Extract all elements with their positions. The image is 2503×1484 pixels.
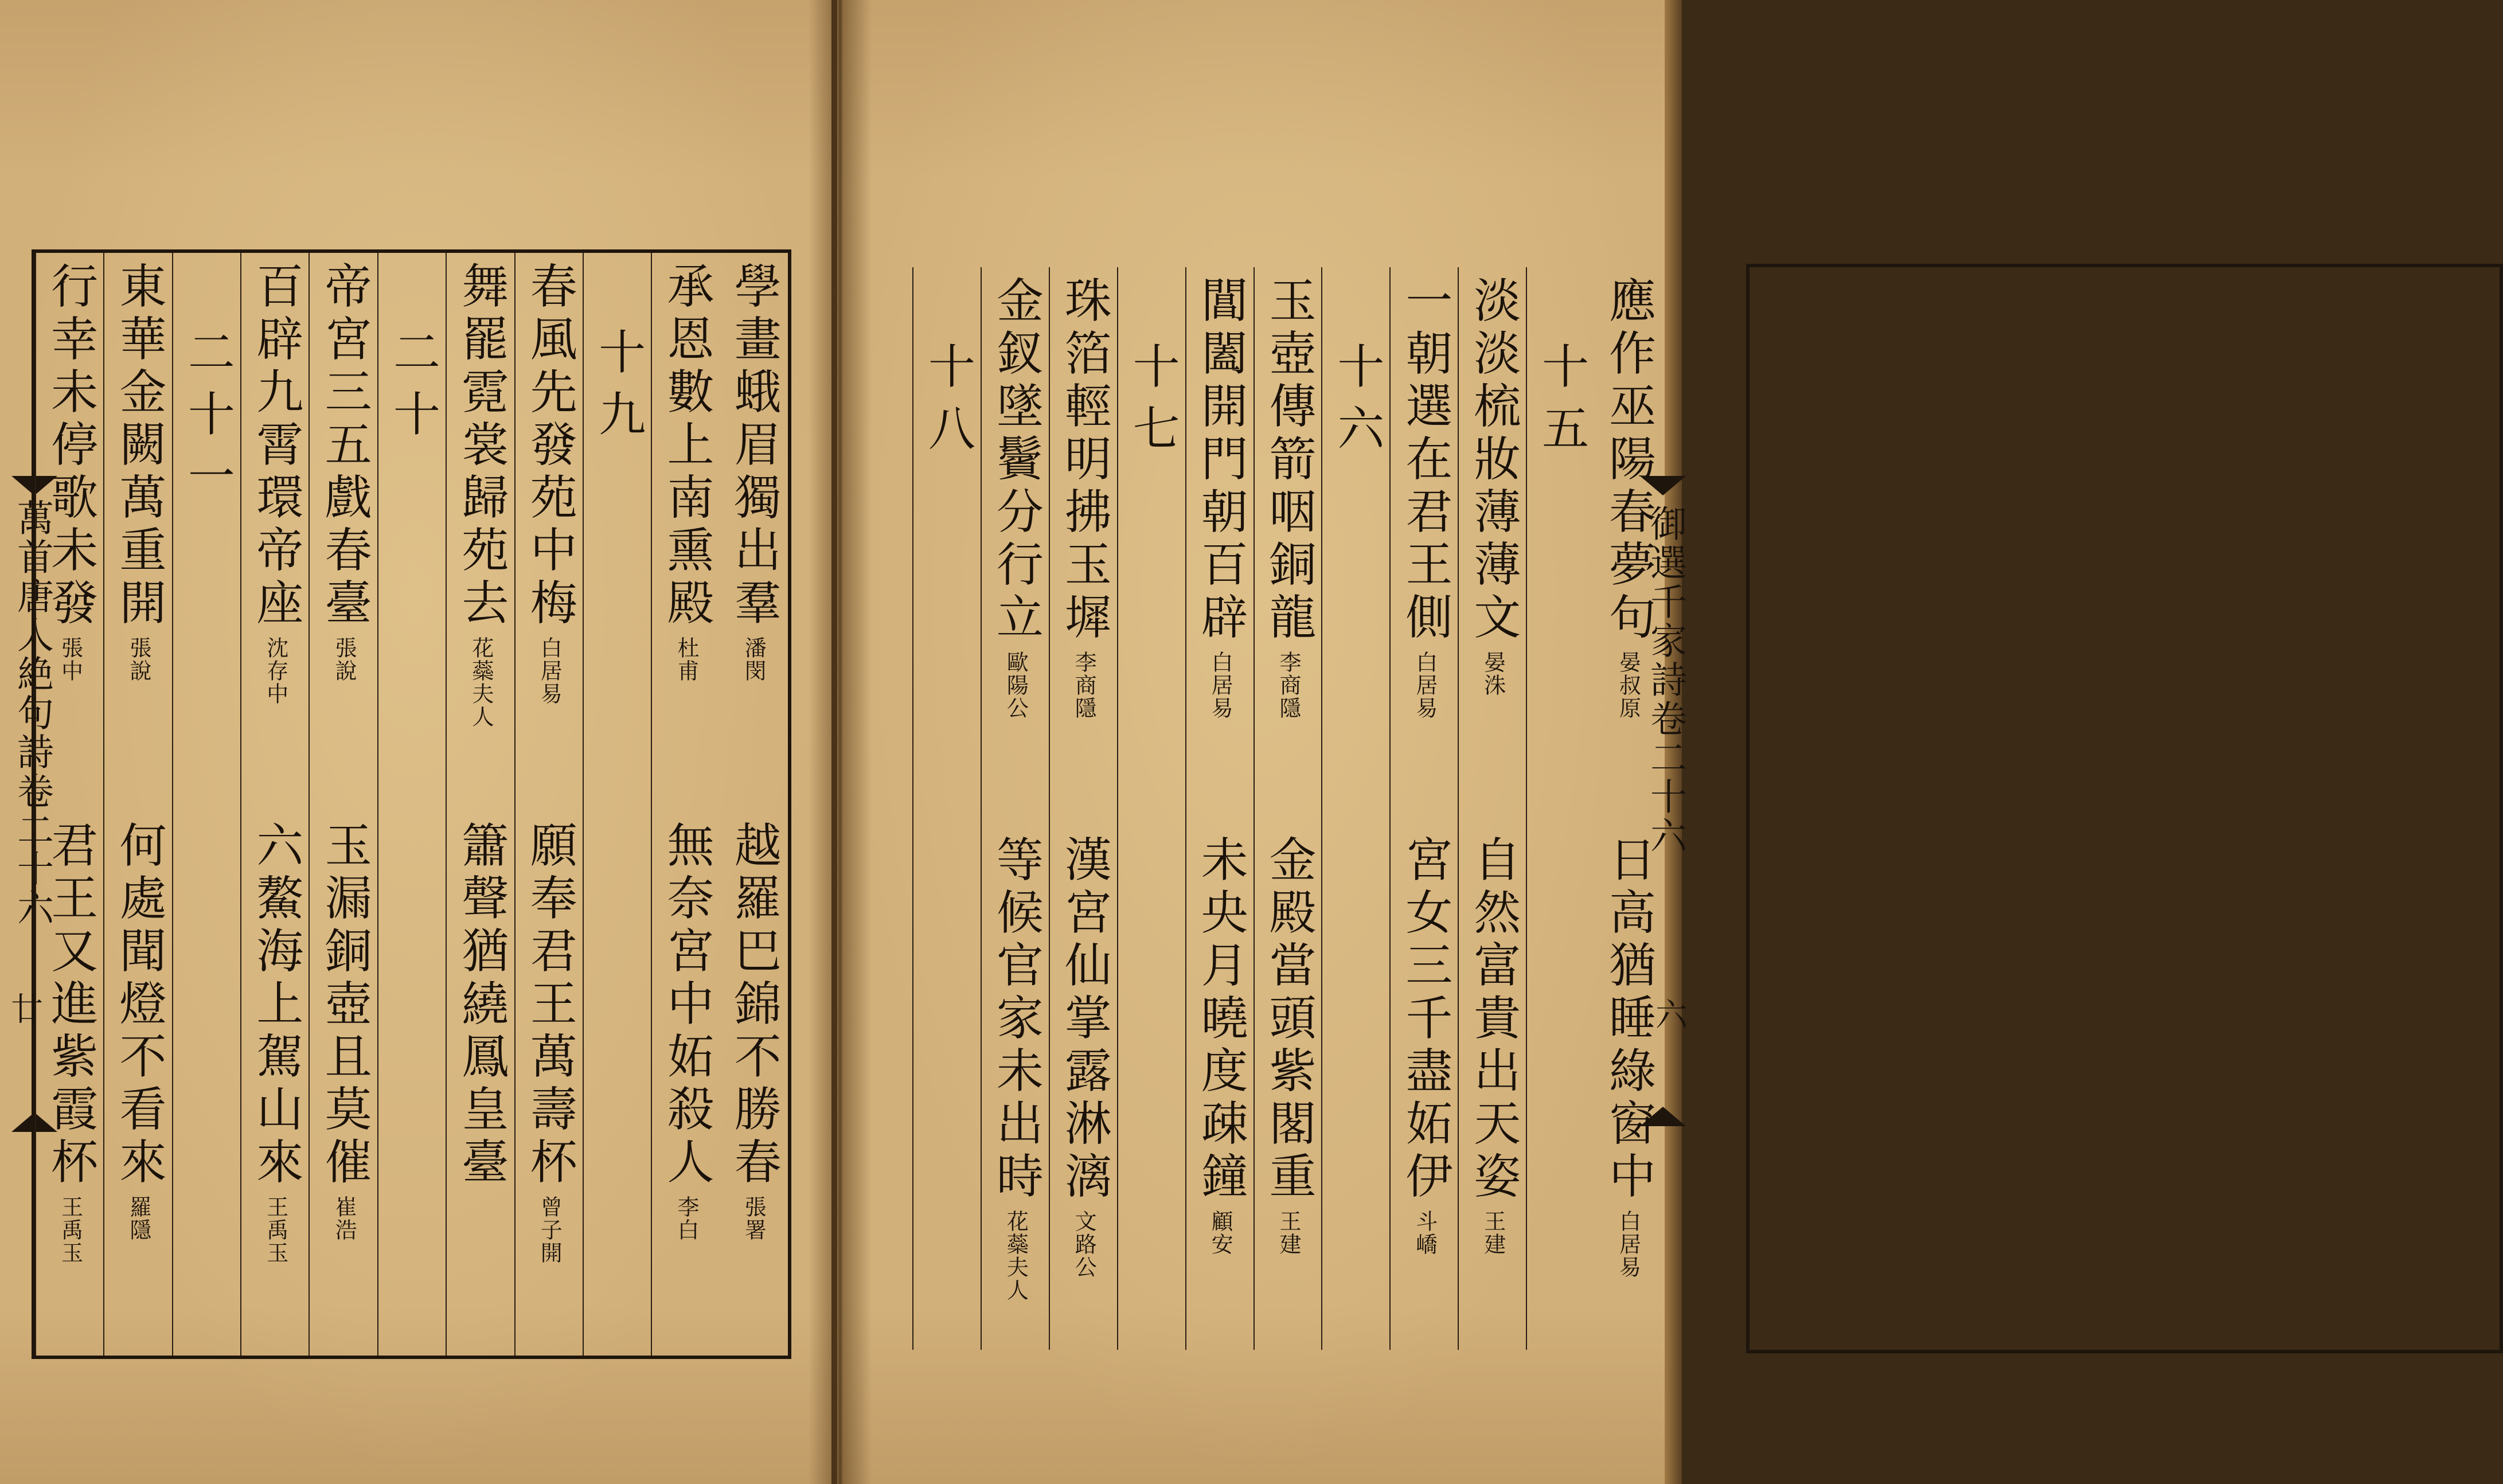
author-attribution: 文路公 <box>1071 1210 1097 1279</box>
lower-verse <box>247 821 304 1264</box>
verse-text: 願奉君王萬壽杯 <box>522 821 577 1190</box>
verse-text: 簫聲猶繞鳳皇臺 <box>454 821 509 1190</box>
verse-text: 東華金闕萬重開 <box>112 261 167 631</box>
text-column <box>446 253 514 1356</box>
upper-verse <box>452 261 510 728</box>
poem-number <box>178 327 236 513</box>
text-column <box>1185 267 1254 1350</box>
left-text-columns <box>35 253 788 1356</box>
verse-text: 何處聞燈不看來 <box>112 821 167 1190</box>
text-column <box>103 253 171 1356</box>
text-column <box>583 253 651 1356</box>
author-attribution: 王禹玉 <box>263 1196 288 1264</box>
author-attribution: 張中 <box>57 636 83 682</box>
verse-text: 日高猶睡綠窗中 <box>1601 835 1656 1204</box>
verse-text: 漢宮仙掌露淋漓 <box>1057 835 1112 1204</box>
verse-text: 閶闔開門朝百辟 <box>1193 276 1248 645</box>
author-attribution: 曾子開 <box>537 1196 563 1264</box>
verse-text: 應作巫陽春夢句 <box>1601 276 1656 645</box>
author-attribution: 羅隱 <box>126 1196 152 1241</box>
text-column <box>912 267 981 1350</box>
book-gutter <box>809 0 872 1484</box>
upper-verse <box>110 261 167 682</box>
poem-number-text: 二十 <box>385 327 440 451</box>
lower-verse <box>1396 835 1454 1256</box>
author-attribution: 歐陽公 <box>1003 651 1029 720</box>
text-column <box>981 267 1049 1350</box>
author-attribution: 崔浩 <box>331 1196 357 1241</box>
poem-number-text: 十八 <box>920 342 975 466</box>
right-margin-title: 御選千家詩卷二十六 <box>1644 505 1686 856</box>
author-attribution: 晏洙 <box>1480 651 1506 697</box>
upper-verse <box>521 261 578 705</box>
lower-verse <box>725 821 782 1241</box>
text-column <box>35 253 103 1356</box>
poem-number <box>589 327 647 451</box>
author-attribution: 潘閔 <box>741 636 767 682</box>
author-attribution: 晏叔原 <box>1615 651 1641 720</box>
lower-verse <box>658 821 715 1241</box>
author-attribution: 李商隱 <box>1071 651 1097 720</box>
upper-verse <box>1396 276 1454 720</box>
poem-number-text: 二十一 <box>180 327 235 513</box>
verse-text: 承恩數上南熏殿 <box>659 261 714 631</box>
author-attribution: 花蘂夫人 <box>1003 1210 1029 1302</box>
poem-number <box>1533 342 1590 466</box>
verse-text: 自然富貴出天姿 <box>1466 835 1521 1204</box>
verse-text: 越羅巴錦不勝春 <box>727 821 782 1190</box>
poem-number <box>919 342 976 466</box>
upper-verse <box>987 276 1044 720</box>
verse-text: 淡淡梳妝薄薄文 <box>1466 276 1521 645</box>
author-attribution: 斗嶠 <box>1412 1210 1438 1256</box>
poem-number <box>1123 342 1181 466</box>
author-attribution: 白居易 <box>1208 651 1233 720</box>
lower-verse <box>315 821 373 1241</box>
author-attribution: 張署 <box>741 1196 767 1241</box>
text-column <box>1389 267 1458 1350</box>
right-folio-number: 六 <box>1650 998 1688 1030</box>
lower-verse <box>1192 835 1249 1256</box>
text-column <box>1049 267 1117 1350</box>
text-column <box>651 253 719 1356</box>
poem-number-text: 十六 <box>1329 342 1384 466</box>
left-margin-title: 萬首唐人絶句詩卷二十六 <box>11 499 53 928</box>
verse-text: 無奈宮中妬殺人 <box>659 821 714 1190</box>
right-text-columns <box>912 267 1662 1350</box>
poem-number-text: 十七 <box>1125 342 1180 466</box>
poem-number-text: 十五 <box>1534 342 1589 466</box>
text-column <box>240 253 309 1356</box>
verse-text: 春風先發苑中梅 <box>522 261 577 631</box>
upper-verse <box>1465 276 1522 697</box>
author-attribution: 杜甫 <box>673 636 699 682</box>
verse-text: 玉壺傳箭咽銅龍 <box>1261 276 1316 645</box>
author-attribution: 白居易 <box>1412 651 1438 720</box>
verse-text: 一朝選在君王側 <box>1397 276 1452 645</box>
verse-text: 玉漏銅壺且莫催 <box>317 821 372 1190</box>
author-attribution: 王禹玉 <box>57 1196 83 1264</box>
lower-verse <box>110 821 167 1241</box>
upper-verse <box>247 261 304 705</box>
upper-verse <box>1600 276 1657 720</box>
lower-verse <box>1465 835 1522 1256</box>
verse-text: 金釵墜鬢分行立 <box>989 276 1044 645</box>
text-column <box>1117 267 1185 1350</box>
upper-verse <box>658 261 715 682</box>
author-attribution: 白居易 <box>1615 1210 1641 1279</box>
verse-text: 等候官家未出時 <box>989 835 1044 1204</box>
lower-verse <box>42 821 99 1264</box>
lower-verse <box>1600 835 1657 1279</box>
verse-text: 金殿當頭紫閣重 <box>1261 835 1316 1204</box>
lower-verse <box>1055 835 1112 1279</box>
poem-number <box>384 327 441 451</box>
lower-verse <box>1260 835 1317 1256</box>
lower-verse <box>521 821 578 1264</box>
verse-text: 六鰲海上駕山來 <box>248 821 303 1190</box>
poem-number-text: 十九 <box>591 327 646 451</box>
verse-text: 學畫蛾眉獨出羣 <box>727 261 782 631</box>
upper-verse <box>1260 276 1317 720</box>
author-attribution: 王建 <box>1275 1210 1301 1256</box>
author-attribution: 沈存中 <box>263 636 288 705</box>
author-attribution: 李商隱 <box>1275 651 1301 720</box>
text-column <box>309 253 377 1356</box>
text-column <box>1321 267 1389 1350</box>
text-column <box>514 253 583 1356</box>
text-column <box>720 253 788 1356</box>
verse-text: 珠箔輕明拂玉墀 <box>1057 276 1112 645</box>
author-attribution: 張說 <box>331 636 357 682</box>
verse-text: 帝宮三五戲春臺 <box>317 261 372 631</box>
poem-number <box>1328 342 1385 466</box>
upper-verse <box>725 261 782 682</box>
upper-verse <box>315 261 373 682</box>
text-column <box>1458 267 1526 1350</box>
right-text-frame <box>1746 264 2503 1353</box>
verse-text: 宮女三千盡妬伊 <box>1397 835 1452 1204</box>
lower-verse <box>452 821 510 1190</box>
upper-verse <box>1192 276 1249 720</box>
upper-verse <box>1055 276 1112 720</box>
text-column <box>1254 267 1322 1350</box>
author-attribution: 白居易 <box>537 636 563 705</box>
text-column <box>377 253 446 1356</box>
lower-verse <box>987 835 1044 1302</box>
text-column <box>1526 267 1594 1350</box>
author-attribution: 花蘂夫人 <box>468 636 494 728</box>
text-column <box>172 253 240 1356</box>
author-attribution: 王建 <box>1480 1210 1506 1256</box>
author-attribution: 顧安 <box>1208 1210 1233 1256</box>
author-attribution: 李白 <box>673 1196 699 1241</box>
verse-text: 舞罷霓裳歸苑去 <box>454 261 509 631</box>
left-folio-number: 廿 <box>6 992 43 1024</box>
upper-verse <box>42 261 99 682</box>
verse-text: 未央月曉度疎鐘 <box>1193 835 1248 1204</box>
verse-text: 百辟九霄環帝座 <box>248 261 303 631</box>
verse-text: 君王又進紫霞杯 <box>43 821 98 1190</box>
verse-text: 行幸未停歌未發 <box>43 261 98 631</box>
text-column <box>1594 267 1662 1350</box>
author-attribution: 張說 <box>126 636 152 682</box>
